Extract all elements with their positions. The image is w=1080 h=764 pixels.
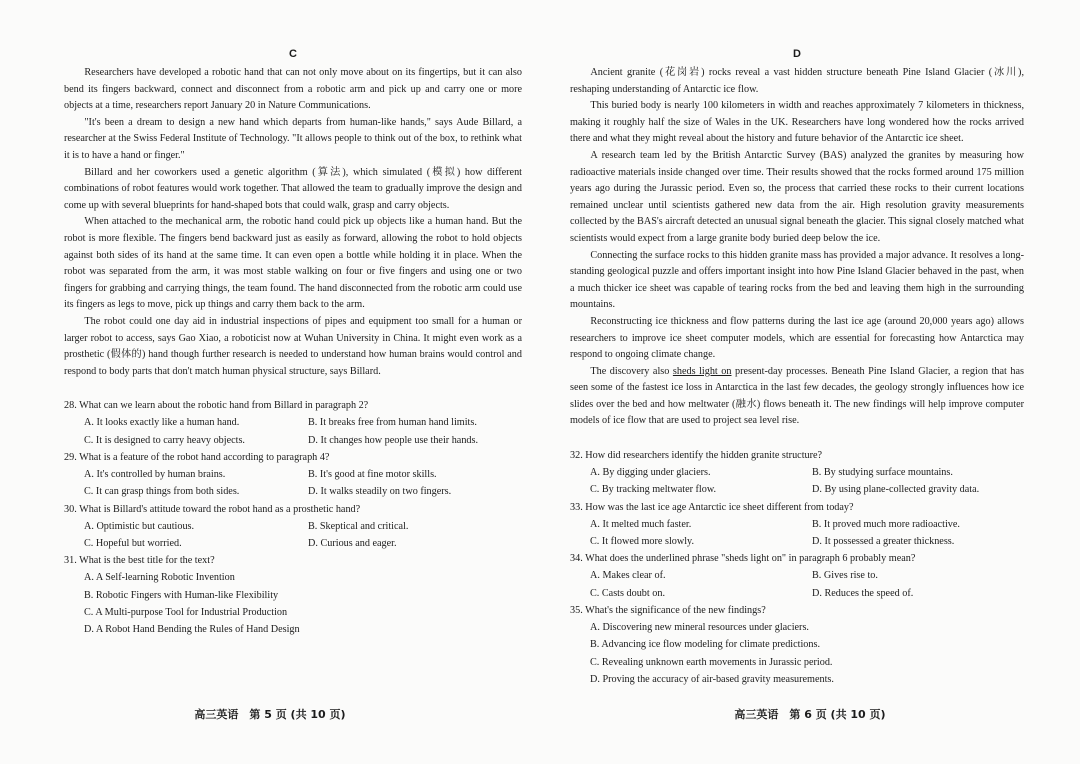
passage-c bbox=[64, 65, 522, 380]
question-29 bbox=[64, 449, 522, 501]
question-stem: 34. What does the underlined phrase "sheds light on" in paragraph 6 probably mean? bbox=[570, 553, 916, 565]
right-page bbox=[540, 0, 1080, 764]
option: A. Discovering new mineral resources under glaciers. bbox=[590, 622, 809, 634]
option: D. Reduces the speed of. bbox=[812, 587, 914, 599]
question-28 bbox=[64, 397, 522, 449]
option: A. It melted much faster. bbox=[590, 518, 692, 530]
option: C. It can grasp things from both sides. bbox=[84, 486, 240, 498]
option: B. Advancing ice flow modeling for climate predictions. bbox=[590, 639, 821, 651]
question-35 bbox=[570, 602, 1024, 688]
page-footer: 高三英语 第 6 页 (共 10 页) bbox=[734, 708, 886, 721]
option: B. It proved much more radioactive. bbox=[812, 518, 960, 530]
question-34 bbox=[570, 550, 1024, 602]
option: B. Robotic Fingers with Human-like Flexibility bbox=[84, 589, 279, 601]
option: D. It changes how people use their hands. bbox=[308, 434, 479, 446]
option: A. Optimistic but cautious. bbox=[84, 520, 195, 532]
question-32 bbox=[570, 447, 1024, 499]
underlined-phrase: sheds light on bbox=[672, 365, 732, 377]
paragraph: This buried body is nearly 100 kilometers in width and reaches approximately 7 kilometers in thickness, making it roughly half the size of Wales in the UK. Researchers have long wondered how the rocks arrived there and what they might reveal about the history and future behavior of the Antarctic ice sheet. bbox=[570, 100, 1024, 145]
passage-d bbox=[570, 65, 1024, 430]
question-stem: 33. How was the last ice age Antarctic ice sheet different from today? bbox=[570, 501, 854, 513]
questions-d bbox=[570, 447, 1024, 688]
paragraph: Billard and her coworkers used a genetic algorithm (算法), which simulated (模拟) how different combinations of robot features would work together. That allowed the team to gradually improve the design and come up with several blueprints for hand-shaped bots that could walk, grasp and carry objects. bbox=[64, 166, 522, 211]
option: B. It's good at fine motor skills. bbox=[308, 469, 437, 481]
option: D. It possessed a greater thickness. bbox=[812, 536, 955, 548]
paragraph: A research team led by the British Antarctic Survey (BAS) analyzed the granites by measuring how radioactive materials inside changed over time. Their results showed that the rocks formed around 175 million years ago during the Jurassic period. Even so, the process that carried these rocks to their current locations remained unclear until scientists gathered new data from the air. High resolution gravity measurements collected by the BAS's aircraft detected an unusual signal beneath the glacier. This signal closely matched what scientists would expect from a large granite body buried deep below the ice. bbox=[570, 149, 1024, 244]
question-stem: 32. How did researchers identify the hidden granite structure? bbox=[570, 450, 823, 462]
question-stem: 30. What is Billard's attitude toward the robot hand as a prosthetic hand? bbox=[64, 503, 361, 515]
option: D. It walks steadily on two fingers. bbox=[308, 486, 452, 498]
option: B. By studying surface mountains. bbox=[812, 467, 953, 479]
option: D. By using plane-collected gravity data. bbox=[812, 484, 980, 496]
option: C. It is designed to carry heavy objects. bbox=[84, 434, 245, 446]
option: C. Casts doubt on. bbox=[590, 587, 665, 599]
question-stem: 35. What's the significance of the new findings? bbox=[570, 604, 766, 616]
option: C. Hopeful but worried. bbox=[84, 537, 182, 549]
paragraph: Reconstructing ice thickness and flow patterns during the last ice age (around 20,000 years ago) allows researchers to improve ice sheet computer models, which are essential for forecasting how Antarctica may respond to ongoing climate change. bbox=[570, 315, 1024, 361]
option: B. It breaks free from human hand limits. bbox=[308, 417, 477, 429]
question-33 bbox=[570, 499, 1024, 551]
option: B. Gives rise to. bbox=[812, 570, 878, 582]
option: A. It's controlled by human brains. bbox=[84, 469, 226, 481]
question-stem: 31. What is the best title for the text? bbox=[64, 555, 215, 567]
paragraph: When attached to the mechanical arm, the robotic hand could pick up objects like a human hand. But the robot is more flexible. The fingers bend backward just as easily as forward, allowing the robot to hold objects against both sides of its hand at the same time. It can even open a bottle while holding it in place. When the robot was separated from the arm, it was most stable walking on four or five fingers and using one or two fingers for grabbing and carrying things, the team found. The hand disconnected from the robotic arm could use its fingers as legs to move, pick up things and carry them back to the arm. bbox=[64, 216, 522, 311]
option: C. It flowed more slowly. bbox=[590, 536, 695, 548]
option: A. It looks exactly like a human hand. bbox=[84, 417, 240, 429]
option: A. Makes clear of. bbox=[590, 570, 666, 582]
option: B. Skeptical and critical. bbox=[308, 520, 409, 532]
paragraph: Ancient granite (花岗岩) rocks reveal a vast hidden structure beneath Pine Island Glacier (冰川), reshaping understanding of Antarctic ice flow. bbox=[570, 67, 1024, 95]
option: D. Proving the accuracy of air-based gravity measurements. bbox=[590, 673, 834, 685]
question-stem: 28. What can we learn about the robotic hand from Billard in paragraph 2? bbox=[64, 400, 369, 412]
option: A. By digging under glaciers. bbox=[590, 467, 711, 479]
question-31 bbox=[64, 552, 522, 638]
paragraph: The discovery also sheds light on present-day processes. Beneath Pine Island Glacier, a region that has seen some of the fastest ice loss in Antarctica in the last few decades, the geology strongly influences how ice slides over the bed and how meltwater (融水) flows beneath it. The new findings will help improve computer models of ice flow that are used to project sea level rise. bbox=[570, 365, 1024, 427]
paragraph: Researchers have developed a robotic hand that can not only move about on its fingertips, but it can also bend its fingers backward, connect and disconnect from a robotic arm and pick up and carry one or more objects at a time, researchers report January 20 in Nature Communications. bbox=[64, 67, 522, 112]
option: D. A Robot Hand Bending the Rules of Hand Design bbox=[84, 623, 300, 635]
option: C. Revealing unknown earth movements in Jurassic period. bbox=[590, 656, 833, 668]
question-stem: 29. What is a feature of the robot hand according to paragraph 4? bbox=[64, 451, 330, 463]
option: C. A Multi-purpose Tool for Industrial Production bbox=[84, 606, 288, 618]
option: C. By tracking meltwater flow. bbox=[590, 484, 717, 496]
section-heading-d: D bbox=[793, 48, 801, 60]
option: A. A Self-learning Robotic Invention bbox=[84, 572, 235, 584]
option: D. Curious and eager. bbox=[308, 537, 397, 549]
question-30 bbox=[64, 501, 522, 553]
paragraph: Connecting the surface rocks to this hidden granite mass has provided a major advance. It resolves a long-standing geological puzzle and offers important insight into how Pine Island Glacier behaved in the past, when a much thicker ice sheet was capable of tearing rocks from the bed and leaving them high in the surrounding mountains. bbox=[570, 249, 1024, 311]
section-heading-c: C bbox=[289, 48, 297, 60]
paragraph: "It's been a dream to design a new hand which departs from human-like hands," says Aude Billard, a researcher at the Swiss Federal Institute of Technology. "It allows people to think out of the box, to rethink what it is to have a hand or finger." bbox=[64, 116, 522, 161]
paragraph: The robot could one day aid in industrial inspections of pipes and equipment too small for a human or larger robot to access, says Gao Xiao, a roboticist now at Wuhan University in China. It might even work as a prosthetic (假体的) hand though further research is needed to understand how human brains would control and respond to body parts that don't match human physical structure, says Billard. bbox=[64, 315, 522, 377]
page-footer: 高三英语 第 5 页 (共 10 页) bbox=[194, 708, 346, 721]
questions-c bbox=[64, 397, 522, 638]
